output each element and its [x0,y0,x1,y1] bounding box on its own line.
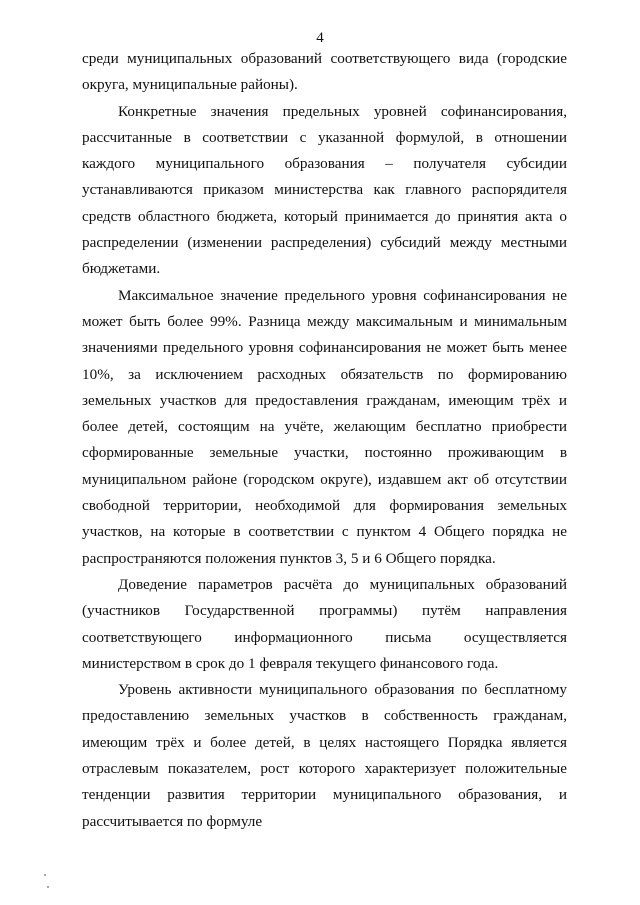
paragraph-continuation: среди муниципальных образований соответствующего вида (городские округа, муниципальные районы). [82,50,567,94]
scan-speck [44,874,46,876]
paragraph-cofinancing-levels: Конкретные значения предельных уровней софинансирования, рассчитанные в соответствии с указанной формулой, в отношении каждого муниципального образования – получателя субсидии устанавливаются приказом министерства как главного распорядителя средств областного бюджета, который принимается до принятия акта о распределении (изменении распределения) субсидий между местными бюджетами. [82,102,567,278]
paragraph-max-cofinancing: Максимальное значение предельного уровня софинансирования не может быть более 99%. Разница между максимальным и минимальным значениями предельного уровня софинансирования не может быть менее 10%, за исключением расходных обязательств по формированию земельных участков для предоставления гражданам, имеющим трёх и более детей, состоящим на учёте, желающим бесплатно приобрести сформированные земельные участки, постоянно проживающим в муниципальном районе (городском округе), издавшем акт об отсутствии свободной территории, необходимой для формирования земельных участков, на которые в соответствии с пунктом 4 Общего порядка не распространяются положения пунктов 3, 5 и 6 Общего порядка. [82,286,567,567]
paragraph-activity-level: Уровень активности муниципального образования по бесплатному предоставлению земельных участков в собственность гражданам, имеющим трёх и более детей, в целях настоящего Порядка является отраслевым показателем, рост которого характеризует положительные тенденции развития территории муниципального образования, и рассчитывается по формуле [82,681,567,830]
page-number: 4 [316,30,324,46]
document-body [82,46,567,835]
scan-speck [47,886,49,888]
paragraph-parameters-delivery: Доведение параметров расчёта до муниципальных образований (участников Государственной программы) путём направления соответствующего информационного письма осуществляется министерством в срок до 1 февраля текущего финансового года. [82,575,567,672]
